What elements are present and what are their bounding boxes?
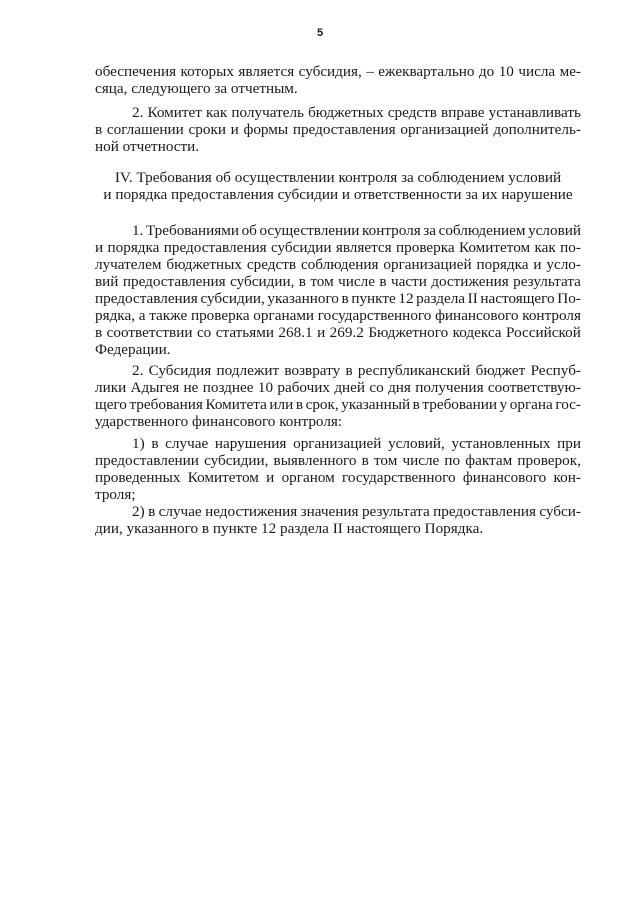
paragraph-line: вий предоставления субсидии, в том числе в части достижения результата [95,273,581,290]
paragraph-line: лики Адыгея не позднее 10 рабочих дней со дня получения соответствую- [95,379,581,396]
paragraph-line: 1) в случае нарушения организацией условий, установленных при [132,435,581,452]
paragraph-line: обеспечения которых является субсидия, – ежеквартально до 10 числа ме- [95,63,581,80]
paragraph-line: лучателем бюджетных средств соблюдения организацией порядка и усло- [95,256,581,273]
paragraph-line: Федерации. [95,341,171,358]
paragraph-line: предоставления субсидии, указанного в пункте 12 раздела II настоящего По- [95,290,581,307]
paragraph-line: предоставлении субсидии, выявленного в том числе по фактам проверок, [95,452,581,469]
paragraph-line: ударственного финансового контроля: [95,413,343,430]
paragraph-line: 2. Субсидия подлежит возврату в республиканский бюджет Респуб- [132,362,581,379]
paragraph-line: дии, указанного в пункте 12 раздела II настоящего Порядка. [95,520,484,537]
paragraph-line: 2. Комитет как получатель бюджетных средств вправе устанавливать [132,104,581,121]
section-heading-line: IV. Требования об осуществлении контроля за соблюдением условий [114,169,562,186]
paragraph-line: сяца, следующего за отчетным. [95,80,298,97]
paragraph-line: в соответствии со статьями 268.1 и 269.2 Бюджетного кодекса Российской [95,324,581,341]
paragraph-line: ной отчетности. [95,138,200,155]
paragraph-line: троля; [95,486,136,503]
paragraph-line: и порядка предоставления субсидии является проверка Комитетом как по- [95,239,581,256]
paragraph-line: 1. Требованиями об осуществлении контроля за соблюдением условий [132,222,581,239]
page-number: 5 [316,27,324,39]
paragraph-line: проведенных Комитетом и органом государственного финансового кон- [95,469,581,486]
paragraph-line: щего требования Комитета или в срок, указанный в требовании у органа гос- [95,396,581,413]
paragraph-line: в соглашении сроки и формы предоставления организацией дополнитель- [95,121,581,138]
paragraph-line: рядка, а также проверка органами государственного финансового контроля [95,307,581,324]
section-heading-line: и порядка предоставления субсидии и ответственности за их нарушение [103,186,573,203]
paragraph-line: 2) в случае недостижения значения результата предоставления субси- [132,503,581,520]
